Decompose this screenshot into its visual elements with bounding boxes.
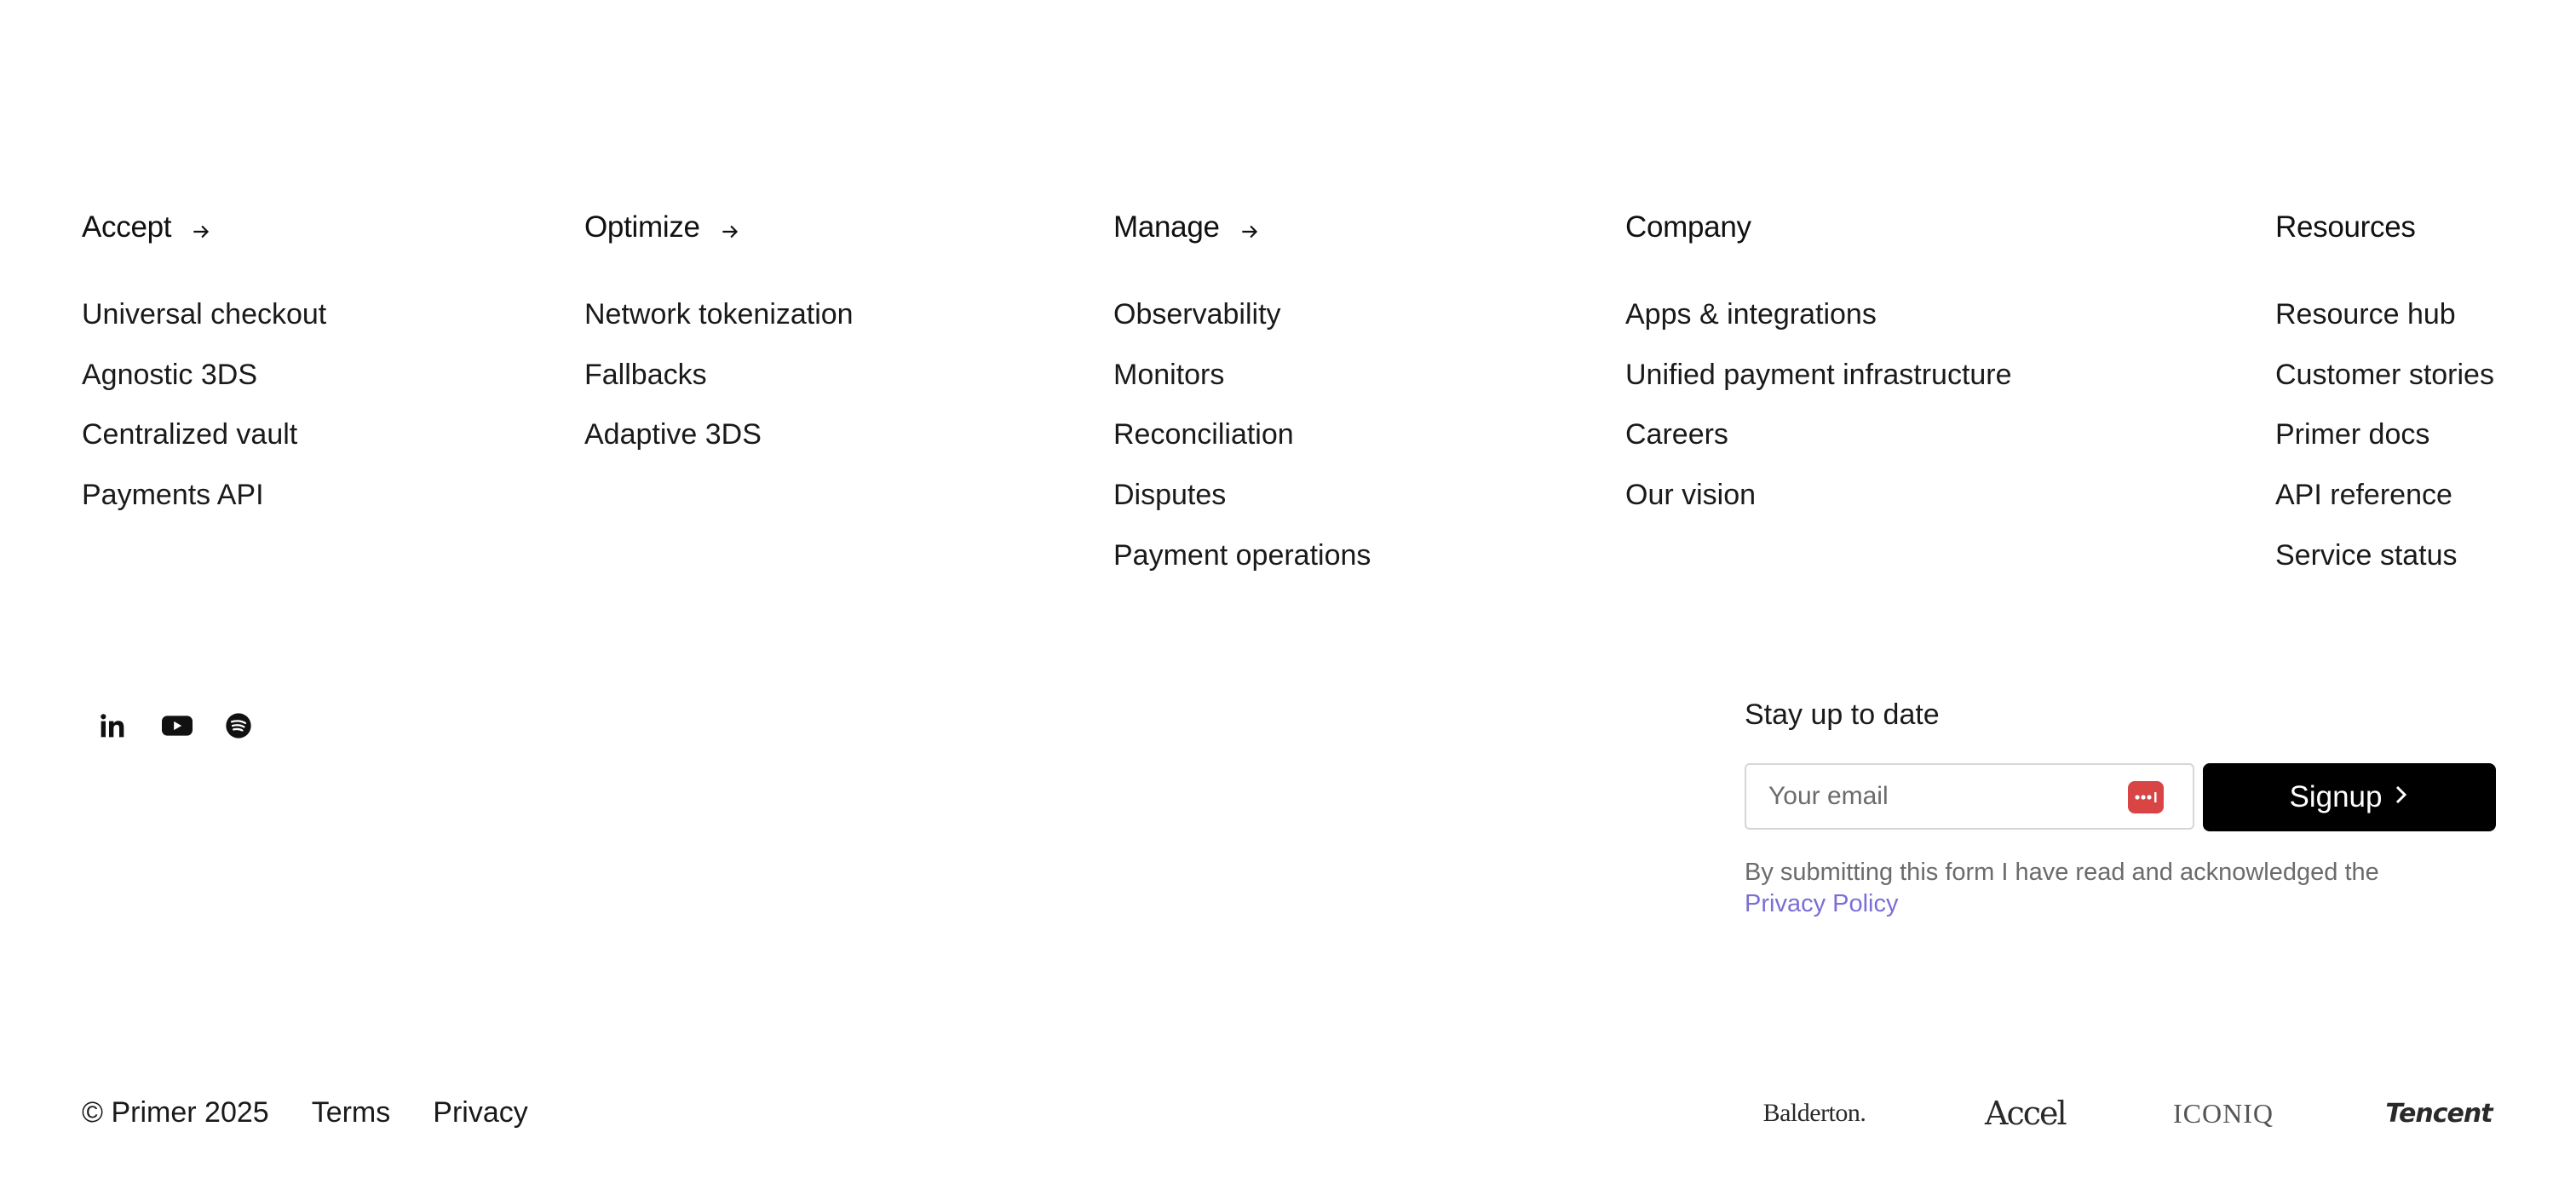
form-disclaimer	[1745, 857, 2494, 920]
footer-link[interactable]: Universal checkout	[82, 298, 327, 330]
copyright: © Primer 2025	[82, 1095, 269, 1129]
footer-link[interactable]: Centralized vault	[82, 418, 298, 451]
footer-column-company	[1625, 210, 2012, 537]
youtube-icon[interactable]	[162, 712, 189, 739]
footer-column-accept	[82, 210, 326, 537]
arrow-right-icon	[190, 216, 212, 239]
footer-link[interactable]: Disputes	[1113, 479, 1227, 512]
column-heading-company	[1625, 210, 2012, 245]
footer-link[interactable]: Apps & integrations	[1625, 298, 1877, 330]
investor-logos	[1755, 1092, 2494, 1135]
column-heading-label: Resources	[2275, 210, 2416, 244]
column-heading-label: Company	[1625, 210, 1751, 244]
email-field[interactable]	[1767, 781, 2128, 812]
privacy-link[interactable]: Privacy	[433, 1095, 528, 1129]
footer-link[interactable]: Observability	[1113, 298, 1281, 330]
footer-link[interactable]: Resource hub	[2275, 298, 2456, 330]
email-field-wrapper	[1745, 763, 2194, 830]
footer-link[interactable]: Monitors	[1113, 358, 1225, 391]
footer-link[interactable]: API reference	[2275, 479, 2452, 512]
column-heading-label: Manage	[1113, 210, 1220, 244]
footer-column-resources	[2275, 210, 2494, 597]
accel-logo: Accel	[1985, 1095, 2066, 1132]
newsletter-signup	[1745, 697, 2494, 917]
iconiq-logo: ICONIQ	[2173, 1097, 2274, 1129]
arrow-right-icon	[1239, 216, 1261, 239]
footer-link[interactable]: Payments API	[82, 479, 264, 512]
footer-link[interactable]: Customer stories	[2275, 358, 2494, 391]
footer-link[interactable]: Service status	[2275, 538, 2458, 572]
privacy-policy-link[interactable]: Privacy Policy	[1745, 890, 1899, 917]
newsletter-title: Stay up to date	[1745, 698, 1940, 731]
column-heading-accept[interactable]	[82, 210, 326, 245]
chevron-right-icon	[2392, 780, 2409, 814]
spotify-icon[interactable]	[225, 712, 252, 739]
footer-bottom-bar	[82, 1094, 571, 1131]
column-heading-label: Optimize	[584, 210, 700, 244]
column-heading-label: Accept	[82, 210, 172, 244]
column-heading-resources	[2275, 210, 2494, 245]
footer-link[interactable]: Fallbacks	[584, 358, 707, 391]
footer-link[interactable]: Payment operations	[1113, 538, 1371, 572]
disclaimer-text: By submitting this form I have read and acknowledged the	[1745, 859, 2379, 886]
balderton-logo: Balderton.	[1762, 1099, 1866, 1127]
signup-button-label: Signup	[2289, 780, 2383, 813]
column-heading-optimize[interactable]	[584, 210, 854, 245]
footer-link[interactable]: Network tokenization	[584, 298, 854, 330]
footer-column-optimize	[584, 210, 854, 477]
footer-column-manage	[1113, 210, 1371, 597]
arrow-right-icon	[719, 216, 741, 239]
tencent-logo: Tencent	[2385, 1098, 2493, 1129]
footer-link[interactable]: Careers	[1625, 418, 1728, 451]
footer-link[interactable]: Unified payment infrastructure	[1625, 358, 2012, 391]
footer-link[interactable]: Agnostic 3DS	[82, 358, 257, 391]
column-heading-manage[interactable]	[1113, 210, 1371, 245]
footer-link[interactable]: Adaptive 3DS	[584, 418, 762, 451]
password-manager-icon[interactable]	[2128, 781, 2164, 813]
signup-button[interactable]	[2203, 763, 2496, 831]
social-links	[99, 712, 252, 739]
footer-link[interactable]: Primer docs	[2275, 418, 2430, 451]
footer-link[interactable]: Our vision	[1625, 479, 1757, 512]
linkedin-icon[interactable]	[99, 712, 126, 739]
terms-link[interactable]: Terms	[311, 1095, 391, 1129]
footer-link[interactable]: Reconciliation	[1113, 418, 1294, 451]
